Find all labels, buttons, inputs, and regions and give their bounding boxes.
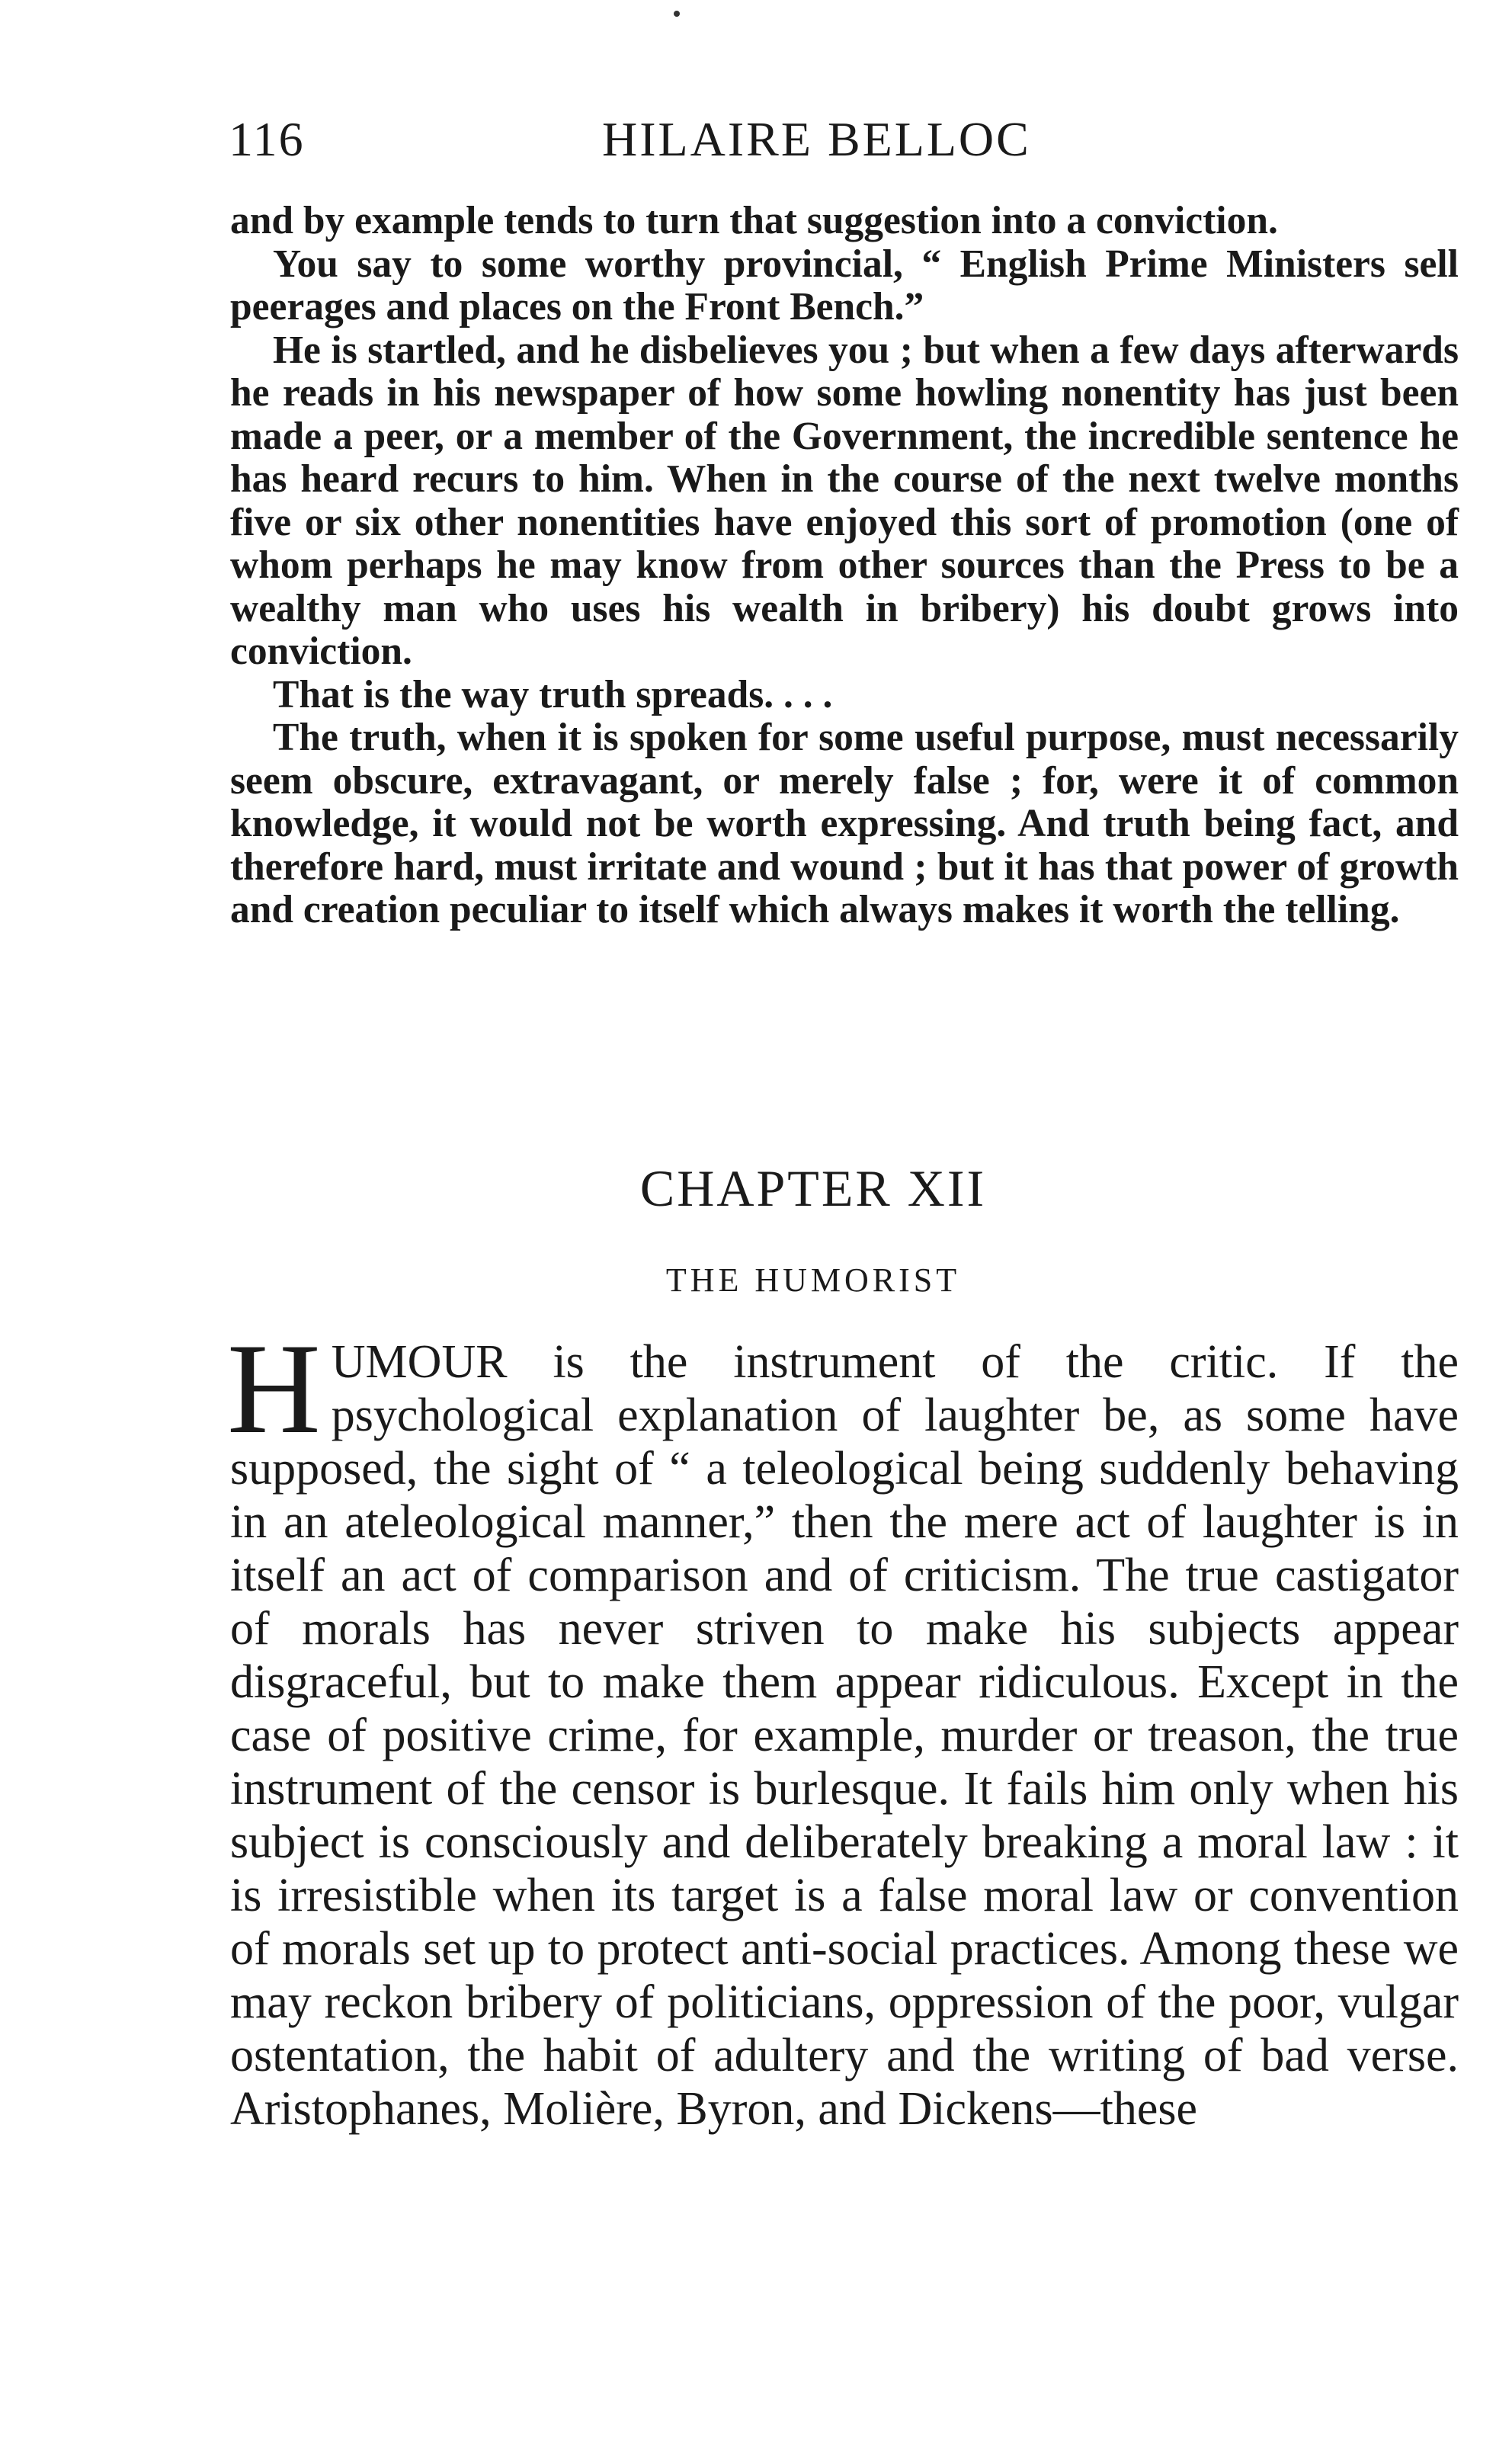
chapter-subtitle: THE HUMORIST	[665, 1261, 961, 1299]
opening-paragraph-text: UMOUR is the instrument of the critic. If the psychological explanation of laughter be, as some have supposed, the sight of “ a teleological being suddenly behaving in an ateleological manner,” then the mere act of laughter is in itself an act of comparison and of criticism. The true castigator of morals has never striven to make his subjects appear disgraceful, but to make them appear ridiculous. Except in the case of positive crime, for example, murder or treason, the true instrument of the censor is burlesque. It fails him only when his subject is consciously and deliberately breaking a moral law : it is irresistible when its target is a false moral law or convention of morals set up to protect anti-social practices. Among these we may reckon bribery of politicians, oppression of the poor, vulgar ostentation, the habit of adultery and the writing of bad verse. Aristophanes, Molière, Byron, and Dickens—these	[230, 1336, 1459, 2135]
chapter-body	[227, 1317, 1459, 2136]
page-number: 116	[229, 112, 305, 166]
previous-chapter-text	[230, 200, 1459, 932]
printer-mark	[674, 11, 680, 17]
drop-cap: H	[227, 1317, 321, 1460]
paragraph: The truth, when it is spoken for some useful purpose, must necessarily seem obscure, extravagant, or merely false ; for, were it of common knowledge, it would not be worth expressing. And truth being fact, and therefore hard, must irritate and wound ; but it has that power of growth and creation peculiar to itself which always makes it worth the telling.	[230, 716, 1459, 931]
running-title: HILAIRE BELLOC	[602, 112, 1031, 166]
paragraph: and by example tends to turn that suggestion into a conviction.	[230, 199, 1278, 242]
chapter-title: CHAPTER XII	[639, 1159, 987, 1217]
paragraph: That is the way truth spreads. . . .	[273, 672, 833, 716]
running-header	[229, 111, 1448, 180]
opening-paragraph	[227, 1317, 1459, 2136]
paragraph: He is startled, and he disbelieves you ; but when a few days afterwards he reads in his newspaper of how some howling nonentity has just been made a peer, or a member of the Government, the incredible sentence he has heard recurs to him. When in the course of the next twelve months five or six other nonentities have enjoyed this sort of promotion (one of whom perhaps he may know from other sources than the Press to be a wealthy man who uses his wealth in bribery) his doubt grows into conviction.	[230, 328, 1459, 673]
paragraph: You say to some worthy provincial, “ English Prime Ministers sell peerages and places on the Front Bench.”	[230, 242, 1459, 328]
